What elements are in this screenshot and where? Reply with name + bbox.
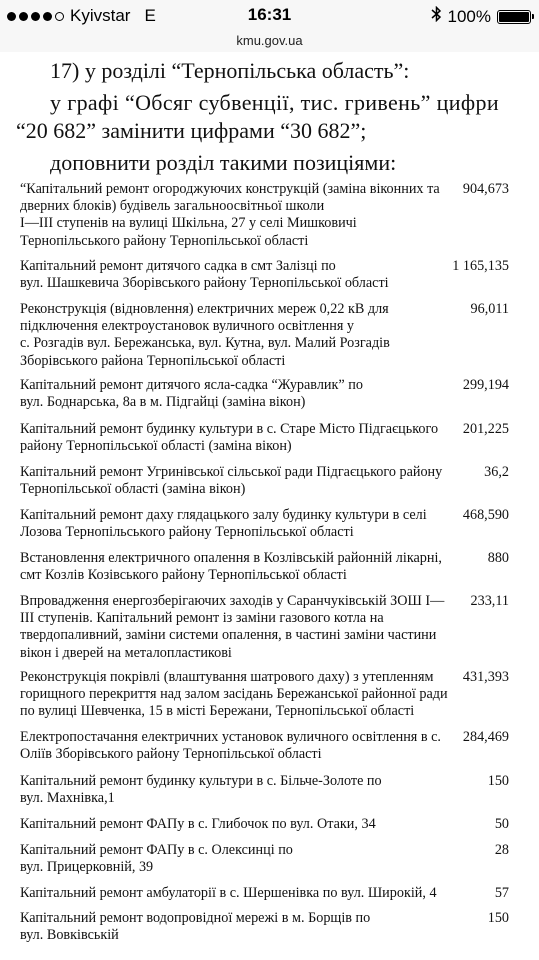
row-description-line: Електропостачання електричних установок вуличного освітлення в с. — [20, 729, 441, 745]
network-type: E — [144, 6, 156, 25]
row-amount: 96,011 — [470, 301, 509, 317]
table-row — [20, 181, 525, 250]
row-description — [20, 773, 448, 807]
row-description — [20, 507, 448, 541]
row-description — [20, 181, 448, 250]
row-description-line: твердопаливний, заміни системи опалення, в частині заміни частини — [20, 627, 437, 644]
row-amount: 57 — [494, 885, 509, 901]
row-description-line: “Капітальний ремонт огороджуючих конструкцій (заміна віконних та — [20, 181, 440, 197]
table-row — [20, 773, 525, 807]
row-amount: 233,11 — [470, 593, 509, 609]
battery-fill — [499, 12, 529, 22]
row-description-line: смт Козлів Козівського району Тернопільської області — [20, 567, 347, 584]
row-description-line: вул. Прицерковній, 39 — [20, 859, 154, 876]
battery-percent: 100% — [447, 6, 491, 26]
instruction-line: у графі “Обсяг субвенції, тис. гривень” цифри — [50, 90, 499, 115]
row-description — [20, 842, 448, 876]
table-row — [20, 593, 525, 662]
row-description-line: району Тернопільської області (заміна вікон) — [20, 438, 292, 455]
table-row — [20, 377, 525, 411]
row-amount: 150 — [487, 773, 509, 789]
row-description — [20, 885, 448, 902]
table-row — [20, 258, 525, 292]
instruction-line: доповнити розділ такими позиціями: — [50, 150, 397, 175]
row-description-line: Реконструкція (відновлення) електричних мереж 0,22 кВ для — [20, 301, 389, 317]
row-amount: 431,393 — [462, 669, 509, 685]
row-description-line: вул. Шашкевича Зборівського району Тернопільської області — [20, 275, 389, 292]
row-amount: 1 165,135 — [452, 258, 509, 274]
table-row — [20, 507, 525, 541]
row-description-line: Впровадження енергозберігаючих заходів у Саранчуківській ЗОШ І— — [20, 593, 445, 609]
row-description — [20, 377, 448, 411]
row-amount: 284,469 — [462, 729, 509, 745]
instruction-line: “20 682” замінити цифрами “30 682”; — [16, 118, 367, 143]
row-description — [20, 301, 448, 370]
row-description-line: Оліїв Зборівського району Тернопільської області — [20, 746, 322, 763]
table-row — [20, 816, 525, 833]
row-description-line: вул. Боднарська, 8а в м. Підгайці (заміна вікон) — [20, 394, 306, 411]
row-description-line: горищного перекриття над залом засідань Бережанської районної ради — [20, 686, 448, 703]
row-description-line: вул. Махнівка,1 — [20, 790, 115, 807]
row-description-line: І—ІІІ ступенів на вулиці Шкільна, 27 у селі Мишковичі — [20, 215, 357, 232]
document-content — [0, 52, 539, 960]
table-row — [20, 301, 525, 370]
row-description-line: ІІІ ступенів. Капітальний ремонт із заміни газового котла на — [20, 610, 384, 627]
row-description-line: Тернопільського району Тернопільської області — [20, 232, 309, 249]
row-amount: 468,590 — [462, 507, 509, 523]
table-row — [20, 550, 525, 584]
row-description-line: по вулиці Шевченка, 15 в місті Бережани, Тернопільської області — [20, 703, 415, 720]
carrier-name: Kyivstar — [70, 6, 131, 25]
row-description-line: Капітальний ремонт будинку культури в с. Старе Місто Підгаєцького — [20, 421, 439, 437]
row-description-line: Реконструкція покрівлі (влаштування шатрового даху) з утепленням — [20, 669, 434, 685]
row-description — [20, 258, 448, 292]
row-description-line: Капітальний ремонт Угринівської сільської ради Підгаєцького району — [20, 464, 443, 480]
row-amount: 880 — [487, 550, 509, 566]
row-description-line: Капітальний ремонт водопровідної мережі в м. Борщів по — [20, 910, 371, 926]
row-description-line: Капітальний ремонт дитячого садка в смт Залізці по — [20, 258, 336, 274]
section-heading: 17) у розділі “Тернопільська область”: — [50, 58, 410, 83]
bluetooth-icon — [431, 6, 442, 27]
row-description-line: Капітальний ремонт ФАПу в с. Олексинці по — [20, 842, 293, 858]
row-description — [20, 910, 448, 944]
row-amount: 50 — [494, 816, 509, 832]
row-description-line: Капітальний ремонт ФАПу в с. Глибочок по вул. Отаки, 34 — [20, 816, 376, 832]
row-description-line: Капітальний ремонт дитячого ясла-садка “Журавлик” по — [20, 377, 363, 393]
table-row — [20, 885, 525, 902]
table-row — [20, 669, 525, 721]
row-description-line: Капітальний ремонт амбулаторії в с. Шершенівка по вул. Широкій, 4 — [20, 885, 437, 901]
row-amount: 904,673 — [462, 181, 509, 197]
table-row — [20, 421, 525, 455]
table-row — [20, 464, 525, 498]
row-amount: 150 — [487, 910, 509, 926]
row-description-line: Встановлення електричного опалення в Козлівській районній лікарні, — [20, 550, 442, 566]
row-description — [20, 729, 448, 763]
row-amount: 201,225 — [462, 421, 509, 437]
row-description — [20, 421, 448, 455]
battery-icon — [497, 10, 531, 24]
row-description-line: Зборівського района Тернопільської області — [20, 352, 286, 369]
table-row — [20, 729, 525, 763]
row-description-line: Лозова Тернопільського району Тернопільської області — [20, 524, 354, 541]
row-description-line: дверних блоків) будівель загальноосвітньої школи — [20, 198, 325, 215]
row-description — [20, 669, 448, 721]
row-description-line: Капітальний ремонт даху глядацького залу будинку культури в селі — [20, 507, 427, 523]
table-row — [20, 910, 525, 944]
row-description-line: Тернопільської області (заміна вікон) — [20, 481, 246, 498]
row-amount: 28 — [494, 842, 509, 858]
row-description-line: Капітальний ремонт будинку культури в с. Більче-Золоте по — [20, 773, 382, 789]
url-bar[interactable]: kmu.gov.ua — [0, 32, 539, 52]
status-right — [431, 6, 531, 27]
status-bar — [0, 0, 539, 32]
row-description — [20, 816, 448, 833]
table-row — [20, 842, 525, 876]
row-description-line: вул. Вовківській — [20, 927, 119, 944]
row-description — [20, 464, 448, 498]
row-description-line: підключення електроустановок вуличного освітлення у — [20, 318, 354, 335]
row-amount: 36,2 — [484, 464, 509, 480]
row-description-line: с. Розгадів вул. Бережанська, вул. Кутна, вул. Малий Розгадів — [20, 335, 390, 352]
clock: 16:31 — [247, 5, 292, 24]
row-description-line: вікон і дверей на металопластикові — [20, 644, 232, 661]
row-description — [20, 550, 448, 584]
row-amount: 299,194 — [462, 377, 509, 393]
row-description — [20, 593, 448, 662]
